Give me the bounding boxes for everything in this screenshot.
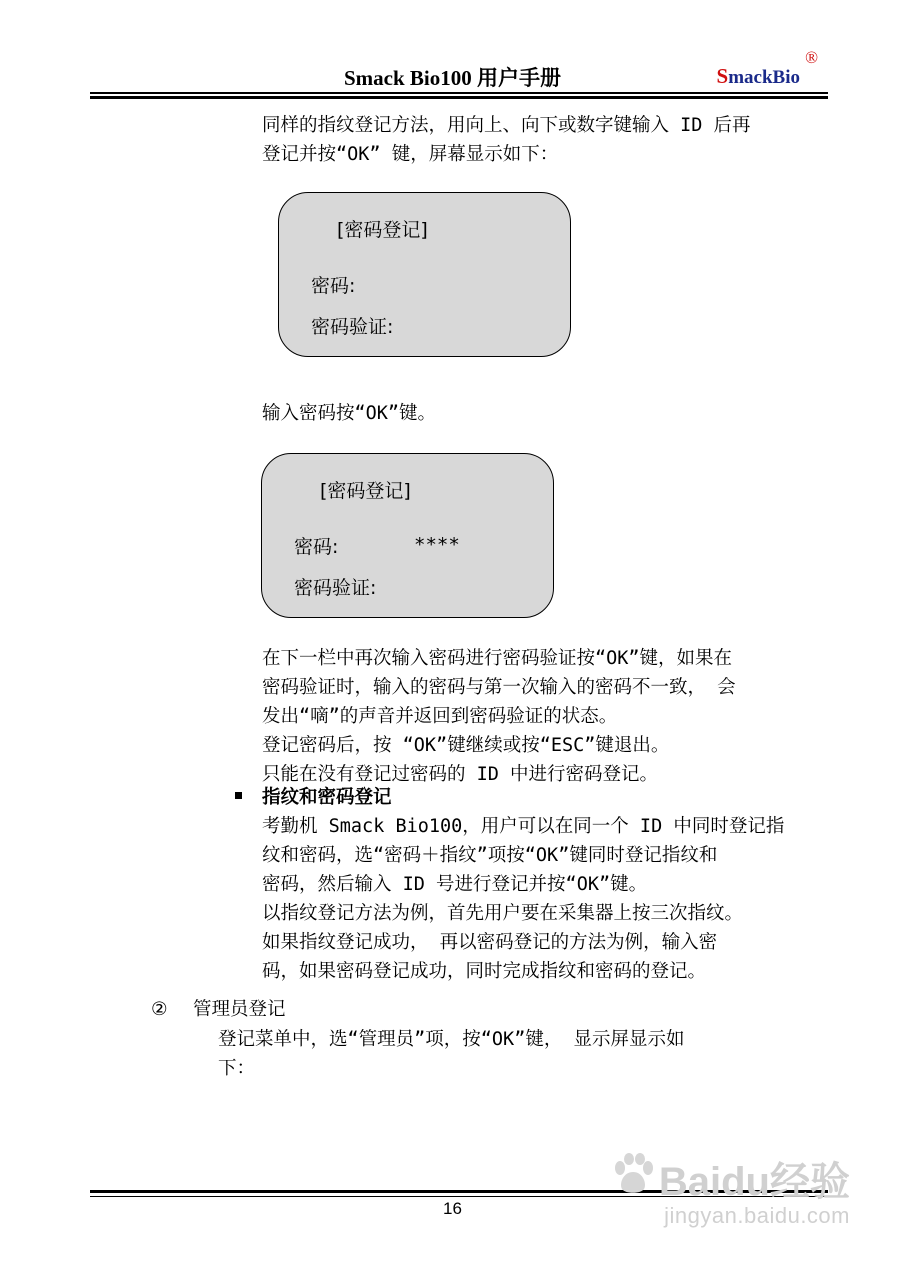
intro-paragraph [262,111,751,169]
text-line: 考勤机 Smack Bio100，用户可以在同一个 ID 中同时登记指 [262,816,785,837]
page-number: 16 [443,1199,462,1218]
text-line: 密码验证时，输入的密码与第一次输入的密码不一致， 会 [262,677,736,698]
section-heading-fingerprint-password: 指纹和密码登记 [262,787,392,808]
password-label: 密码: [294,536,339,558]
screen-title: [密码登记] [337,219,428,241]
password-label: 密码: [311,275,356,297]
text-line: 登记菜单中，选“管理员”项，按“OK”键， 显示屏显示如 [218,1029,685,1050]
bullet-square-icon [235,792,242,799]
text-line: 密码，然后输入 ID 号进行登记并按“OK”键。 [262,874,648,895]
section-heading-admin: 管理员登记 [193,999,286,1020]
password-verify-label: 密码验证: [311,316,394,338]
fingerprint-password-paragraph [262,812,784,986]
text-line: 登记密码后，按 “OK”键继续或按“ESC”键退出。 [262,735,670,756]
header-rule-thick [90,96,828,99]
lcd-screen-password-register [278,192,571,357]
header-rule-thin [90,92,828,94]
brand-logo-initial: S [716,64,729,88]
watermark-url: jingyan.baidu.com [664,1203,850,1228]
screen-title: [密码登记] [320,480,411,502]
enter-password-instruction: 输入密码按“OK”键。 [262,403,437,424]
watermark-brand: Baidu经验 [658,1160,850,1204]
text-line: 只能在没有登记过密码的 ID 中进行密码登记。 [262,764,659,785]
lcd-screen-password-entered [261,453,554,618]
text-line: 下： [218,1058,256,1079]
brand-logo-text: mackBio [728,67,800,88]
text-line: 登记并按“OK” 键，屏幕显示如下： [262,144,559,165]
paw-logo-icon [611,1152,655,1196]
text-line: 如果指纹登记成功， 再以密码登记的方法为例，输入密 [262,932,718,953]
admin-paragraph [218,1025,684,1083]
text-line: 在下一栏中再次输入密码进行密码验证按“OK”键，如果在 [262,648,733,669]
baidu-jingyan-watermark [659,1150,850,1229]
verify-paragraph [262,644,736,789]
text-line: 同样的指纹登记方法，用向上、向下或数字键输入 ID 后再 [262,115,751,136]
section-number: ② [151,999,168,1020]
text-line: 纹和密码，选“密码＋指纹”项按“OK”键同时登记指纹和 [262,845,718,866]
document-header-title: Smack Bio100 用户手册 [343,66,561,90]
password-verify-label: 密码验证: [294,577,377,599]
brand-logo [716,48,818,89]
text-line: 发出“嘀”的声音并返回到密码验证的状态。 [262,706,618,727]
text-line: 以指纹登记方法为例，首先用户要在采集器上按三次指纹。 [262,903,744,924]
password-masked-value: **** [414,534,460,556]
registered-mark: ® [805,48,818,67]
text-line: 码，如果密码登记成功，同时完成指纹和密码的登记。 [262,961,707,982]
